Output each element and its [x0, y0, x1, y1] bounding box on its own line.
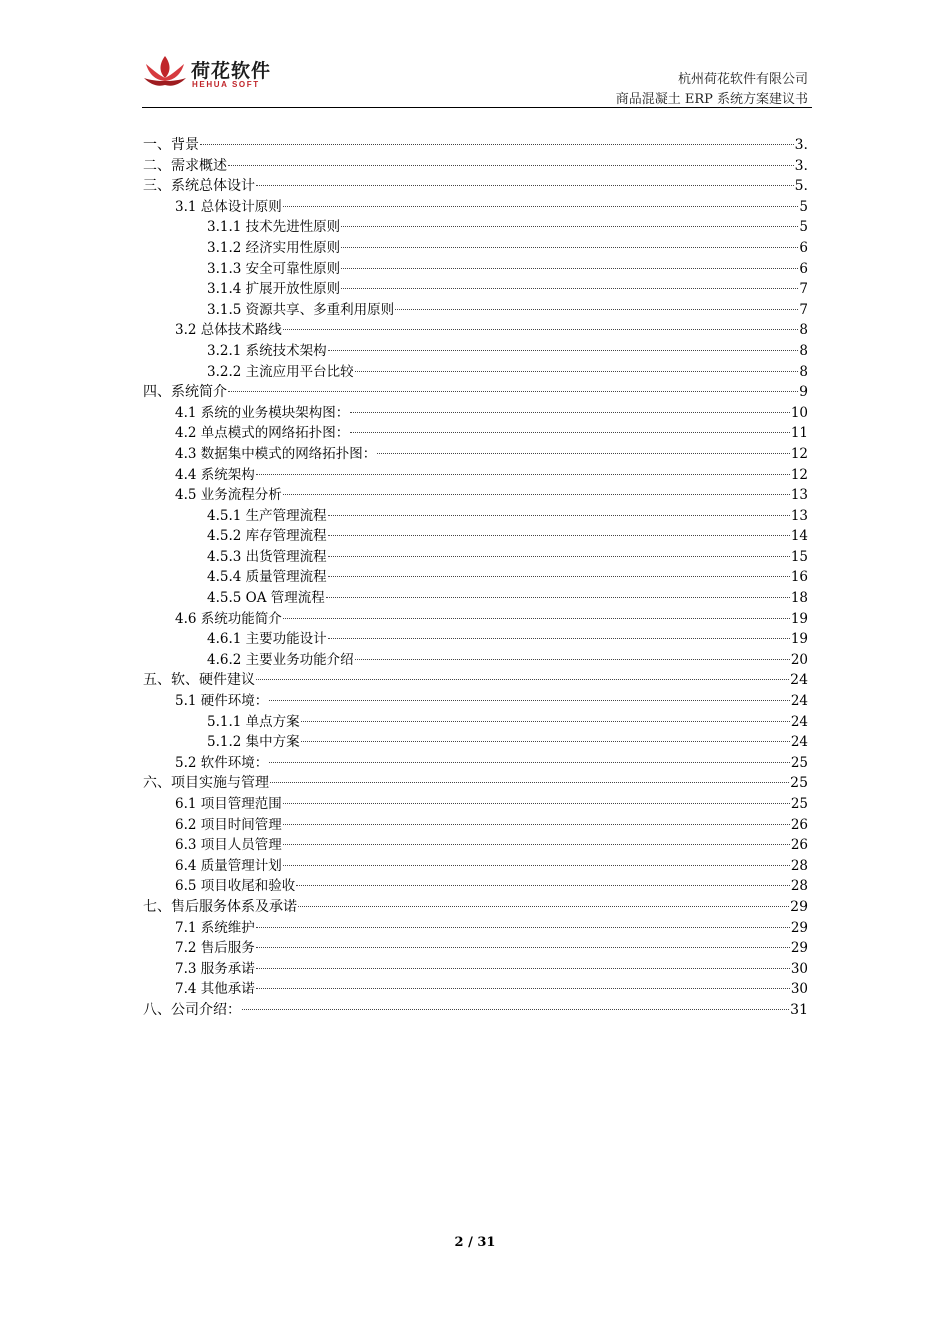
toc-entry-page: 29 — [790, 940, 808, 957]
toc-entry-page: 10 — [790, 404, 808, 421]
page-number: 2 / 31 — [454, 1235, 496, 1250]
toc-entry-title: 5.1.2 集中方案 — [207, 734, 300, 751]
toc-dot-leader — [256, 474, 790, 475]
toc-entry-page: 25 — [790, 754, 808, 771]
toc-entry-page: 29 — [790, 919, 808, 936]
toc-entry-title: 3.1.5 资源共享、多重利用原则 — [207, 301, 395, 318]
toc-entry-page: 18 — [790, 590, 808, 607]
toc-dot-leader — [242, 1009, 789, 1010]
toc-entry[interactable] — [143, 423, 808, 444]
toc-entry-page: 24 — [790, 672, 808, 689]
toc-entry-title: 5.1.1 单点方案 — [207, 713, 300, 730]
toc-entry-title: 4.2 单点模式的网络拓扑图： — [175, 425, 350, 442]
toc-entry-page: 28 — [790, 878, 808, 895]
toc-entry-title: 7.1 系统维护 — [175, 919, 255, 936]
logo-title: 荷花软件 — [191, 60, 272, 82]
toc-dot-leader — [256, 988, 790, 989]
document-title: 商品混凝土 ERP 系统方案建议书 — [615, 92, 808, 107]
toc-entry[interactable] — [143, 485, 808, 506]
toc-dot-leader — [283, 494, 790, 495]
toc-dot-leader — [341, 268, 798, 269]
toc-entry[interactable] — [143, 1000, 808, 1021]
company-name: 杭州荷花软件有限公司 — [677, 72, 808, 87]
toc-entry-page: 20 — [790, 651, 808, 668]
toc-entry[interactable] — [143, 753, 808, 774]
toc-entry-title: 3.1.4 扩展开放性原则 — [207, 281, 341, 298]
toc-entry-title: 4.6.1 主要功能设计 — [207, 631, 327, 648]
toc-entry-page: 11 — [790, 425, 808, 442]
toc-entry-title: 3.1.2 经济实用性原则 — [207, 239, 341, 256]
toc-entry[interactable] — [143, 567, 808, 588]
toc-entry[interactable] — [143, 609, 808, 630]
toc-entry-title: 4.5 业务流程分析 — [175, 487, 282, 504]
toc-entry-title: 7.4 其他承诺 — [175, 981, 255, 998]
toc-entry-title: 6.2 项目时间管理 — [175, 816, 282, 833]
toc-dot-leader — [283, 803, 790, 804]
toc-dot-leader — [355, 659, 790, 660]
toc-entry-title: 7.2 售后服务 — [175, 940, 255, 957]
toc-entry-page: 3. — [794, 137, 808, 153]
toc-entry-page: 14 — [790, 528, 808, 545]
toc-dot-leader — [301, 741, 790, 742]
toc-entry-page: 25 — [790, 796, 808, 812]
toc-entry-title: 4.5.5 OA 管理流程 — [207, 590, 325, 607]
toc-dot-leader — [341, 288, 798, 289]
toc-dot-leader — [328, 350, 799, 351]
document-header — [616, 70, 808, 110]
toc-entry[interactable] — [143, 773, 808, 794]
toc-entry-page: 5 — [799, 198, 808, 215]
toc-dot-leader — [269, 762, 790, 763]
toc-dot-leader — [200, 144, 794, 145]
toc-entry-title: 4.5.3 出货管理流程 — [207, 548, 327, 565]
toc-dot-leader — [283, 824, 790, 825]
toc-dot-leader — [256, 947, 790, 948]
logo-subtitle: HEHUA SOFT — [192, 80, 260, 89]
toc-entry-page: 26 — [790, 837, 808, 854]
toc-entry[interactable] — [143, 465, 808, 486]
toc-dot-leader — [328, 535, 790, 536]
toc-entry-title: 3.2.2 主流应用平台比较 — [207, 363, 354, 380]
toc-entry[interactable] — [143, 259, 808, 280]
toc-entry-title: 一、背景 — [143, 137, 199, 153]
toc-entry[interactable] — [143, 650, 808, 671]
toc-entry-page: 13 — [790, 487, 808, 504]
toc-entry[interactable] — [143, 547, 808, 568]
toc-entry-page: 8 — [799, 342, 808, 359]
toc-entry[interactable] — [143, 938, 808, 959]
toc-entry-page: 31 — [790, 1001, 808, 1018]
toc-dot-leader — [256, 185, 794, 186]
toc-entry-title: 6.4 质量管理计划 — [175, 857, 282, 874]
toc-entry-page: 12 — [790, 466, 808, 483]
toc-entry-title: 4.1 系统的业务模块架构图： — [175, 404, 350, 421]
toc-dot-leader — [283, 844, 790, 845]
toc-entry[interactable] — [143, 588, 808, 609]
toc-entry-title: 4.5.1 生产管理流程 — [207, 507, 327, 524]
toc-dot-leader — [256, 968, 790, 969]
toc-entry-title: 五、软、硬件建议 — [143, 672, 255, 689]
toc-entry[interactable] — [143, 135, 808, 156]
toc-entry-title: 4.5.2 库存管理流程 — [207, 528, 327, 545]
toc-entry-title: 6.5 项目收尾和验收 — [175, 878, 296, 895]
toc-entry[interactable] — [143, 279, 808, 300]
toc-entry-title: 4.4 系统架构 — [175, 466, 255, 483]
toc-entry[interactable] — [143, 629, 808, 650]
toc-entry-page: 6 — [799, 260, 808, 277]
toc-dot-leader — [228, 165, 794, 166]
toc-entry-page: 13 — [790, 507, 808, 524]
toc-entry-title: 二、需求概述 — [143, 157, 227, 174]
header-divider — [142, 107, 812, 108]
toc-entry[interactable] — [143, 300, 808, 321]
toc-dot-leader — [341, 226, 798, 227]
toc-entry[interactable] — [143, 403, 808, 424]
toc-dot-leader — [283, 865, 790, 866]
company-logo — [143, 50, 283, 96]
toc-entry-page: 7 — [799, 301, 808, 318]
toc-entry-page: 8 — [799, 363, 808, 380]
toc-entry-page: 28 — [790, 857, 808, 874]
toc-entry-page: 30 — [790, 960, 808, 977]
toc-dot-leader — [270, 782, 789, 783]
toc-entry[interactable] — [143, 156, 808, 177]
toc-dot-leader — [341, 247, 798, 248]
toc-entry-page: 26 — [790, 816, 808, 833]
toc-entry-page: 3. — [794, 157, 808, 174]
toc-entry-title: 6.3 项目人员管理 — [175, 837, 282, 854]
toc-entry-title: 3.2.1 系统技术架构 — [207, 342, 327, 359]
toc-entry-title: 3.2 总体技术路线 — [175, 322, 282, 339]
toc-entry[interactable] — [143, 341, 808, 362]
toc-entry[interactable] — [143, 918, 808, 939]
toc-dot-leader — [269, 700, 790, 701]
toc-entry-page: 19 — [790, 631, 808, 648]
toc-dot-leader — [283, 206, 799, 207]
toc-entry-title: 4.5.4 质量管理流程 — [207, 569, 327, 586]
toc-entry-title: 3.1.3 安全可靠性原则 — [207, 260, 341, 277]
toc-entry[interactable] — [143, 197, 808, 218]
toc-dot-leader — [283, 618, 790, 619]
toc-dot-leader — [328, 515, 790, 516]
toc-entry[interactable] — [143, 362, 808, 383]
toc-entry-page: 16 — [790, 569, 808, 586]
toc-entry-title: 4.3 数据集中模式的网络拓扑图： — [175, 445, 377, 462]
toc-dot-leader — [328, 638, 790, 639]
toc-entry-page: 19 — [790, 610, 808, 627]
toc-entry-title: 三、系统总体设计 — [143, 178, 255, 195]
toc-entry-page: 12 — [790, 445, 808, 462]
toc-entry-page: 15 — [790, 548, 808, 565]
table-of-contents — [143, 135, 808, 1021]
toc-entry-title: 7.3 服务承诺 — [175, 960, 255, 977]
toc-entry-page: 24 — [790, 734, 808, 751]
toc-dot-leader — [283, 329, 799, 330]
toc-entry-page: 7 — [799, 281, 808, 298]
toc-dot-leader — [395, 309, 798, 310]
toc-dot-leader — [256, 927, 790, 928]
toc-dot-leader — [328, 576, 790, 577]
toc-dot-leader — [296, 885, 790, 886]
toc-entry-page: 5. — [794, 178, 808, 195]
toc-entry[interactable] — [143, 835, 808, 856]
toc-entry-page: 30 — [790, 981, 808, 998]
toc-entry[interactable] — [143, 794, 808, 815]
toc-entry[interactable] — [143, 444, 808, 465]
toc-entry[interactable] — [143, 506, 808, 527]
toc-dot-leader — [228, 391, 798, 392]
toc-entry[interactable] — [143, 320, 808, 341]
toc-entry-title: 七、售后服务体系及承诺 — [143, 898, 297, 915]
toc-dot-leader — [328, 556, 790, 557]
toc-entry-page: 8 — [799, 322, 808, 339]
toc-entry-title: 4.6.2 主要业务功能介绍 — [207, 651, 354, 668]
toc-dot-leader — [350, 432, 790, 433]
toc-entry-title: 4.6 系统功能简介 — [175, 610, 282, 627]
toc-entry-title: 八、公司介绍： — [143, 1001, 241, 1018]
toc-entry[interactable] — [143, 876, 808, 897]
toc-entry[interactable] — [143, 979, 808, 1000]
toc-entry[interactable] — [143, 526, 808, 547]
toc-entry-title: 5.2 软件环境： — [175, 754, 269, 771]
toc-entry[interactable] — [143, 732, 808, 753]
toc-entry[interactable] — [143, 382, 808, 403]
toc-entry[interactable] — [143, 815, 808, 836]
toc-entry-page: 6 — [799, 239, 808, 256]
toc-entry-title: 六、项目实施与管理 — [143, 775, 269, 792]
toc-entry[interactable] — [143, 670, 808, 691]
toc-entry-title: 5.1 硬件环境： — [175, 693, 269, 710]
toc-entry-page: 25 — [790, 775, 808, 792]
toc-entry[interactable] — [143, 897, 808, 918]
toc-entry-title: 四、系统简介 — [143, 384, 227, 401]
toc-dot-leader — [256, 679, 789, 680]
toc-entry-page: 9 — [799, 384, 808, 401]
toc-entry[interactable] — [143, 176, 808, 197]
toc-dot-leader — [301, 721, 790, 722]
toc-entry-page: 24 — [790, 713, 808, 730]
toc-entry[interactable] — [143, 691, 808, 712]
toc-dot-leader — [355, 371, 799, 372]
toc-entry-title: 3.1 总体设计原则 — [175, 198, 282, 215]
toc-entry-page: 5 — [799, 219, 808, 236]
toc-entry-title: 3.1.1 技术先进性原则 — [207, 219, 341, 236]
toc-entry-page: 24 — [790, 693, 808, 710]
toc-dot-leader — [350, 412, 790, 413]
toc-entry[interactable] — [143, 238, 808, 259]
toc-dot-leader — [326, 597, 790, 598]
toc-entry[interactable] — [143, 856, 808, 877]
toc-dot-leader — [377, 453, 790, 454]
toc-entry[interactable] — [143, 959, 808, 980]
toc-entry-title: 6.1 项目管理范围 — [175, 796, 282, 812]
toc-entry-page: 29 — [790, 898, 808, 915]
toc-entry[interactable] — [143, 712, 808, 733]
lotus-flower-icon — [143, 54, 187, 90]
toc-dot-leader — [298, 906, 789, 907]
toc-entry[interactable] — [143, 217, 808, 238]
